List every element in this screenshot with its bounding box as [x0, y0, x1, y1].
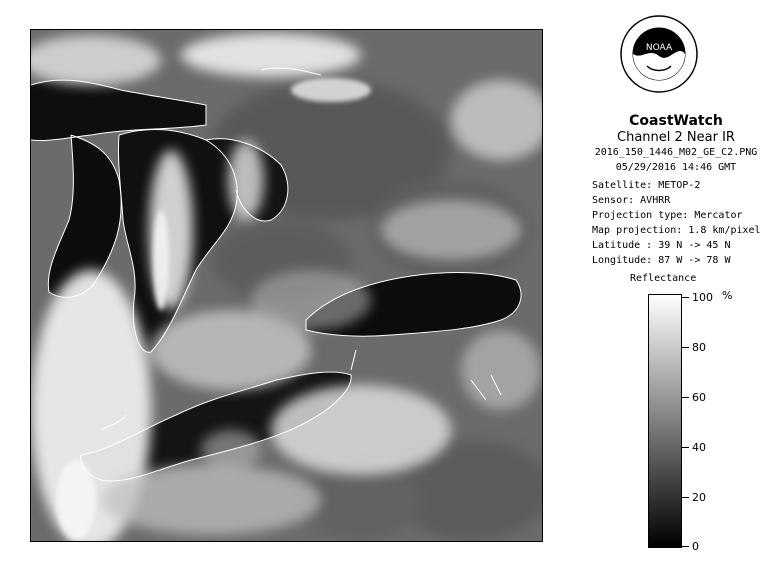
- datetime-label: 05/29/2016 14:46 GMT: [615, 162, 737, 173]
- colorbar-tick: [682, 397, 689, 398]
- reflectance-colorbar: [648, 294, 682, 548]
- satellite-image: [30, 29, 543, 542]
- colorbar-tick: [682, 347, 689, 348]
- latitude-label: Latitude : 39 N -> 45 N: [592, 240, 731, 251]
- colorbar-tick: [682, 546, 689, 547]
- tick-label-0: 0: [692, 540, 699, 553]
- sensor-label: Sensor: AVHRR: [592, 195, 671, 206]
- legend-unit: %: [722, 289, 733, 302]
- filename-label: 2016_150_1446_M02_GE_C2.PNG: [594, 147, 758, 158]
- colorbar-tick: [682, 297, 689, 298]
- map-projection-label: Map projection: 1.8 km/pixel: [592, 225, 761, 236]
- satellite-label: Satellite: METOP-2: [592, 180, 701, 191]
- projection-type-label: Projection type: Mercator: [592, 210, 743, 221]
- tick-label-40: 40: [692, 441, 706, 454]
- tick-label-80: 80: [692, 341, 706, 354]
- tick-label-60: 60: [692, 391, 706, 404]
- tick-label-20: 20: [692, 491, 706, 504]
- channel-label: Channel 2 Near IR: [617, 130, 735, 145]
- great-lakes-map: [31, 30, 543, 542]
- colorbar-tick: [682, 497, 689, 498]
- logo-text: NOAA: [645, 43, 673, 53]
- tick-label-100: 100: [692, 291, 713, 304]
- colorbar-tick: [682, 447, 689, 448]
- longitude-label: Longitude: 87 W -> 78 W: [592, 255, 731, 266]
- legend-title: Reflectance: [630, 273, 697, 284]
- brand-title: CoastWatch: [629, 113, 723, 129]
- noaa-seal-icon: [619, 14, 699, 94]
